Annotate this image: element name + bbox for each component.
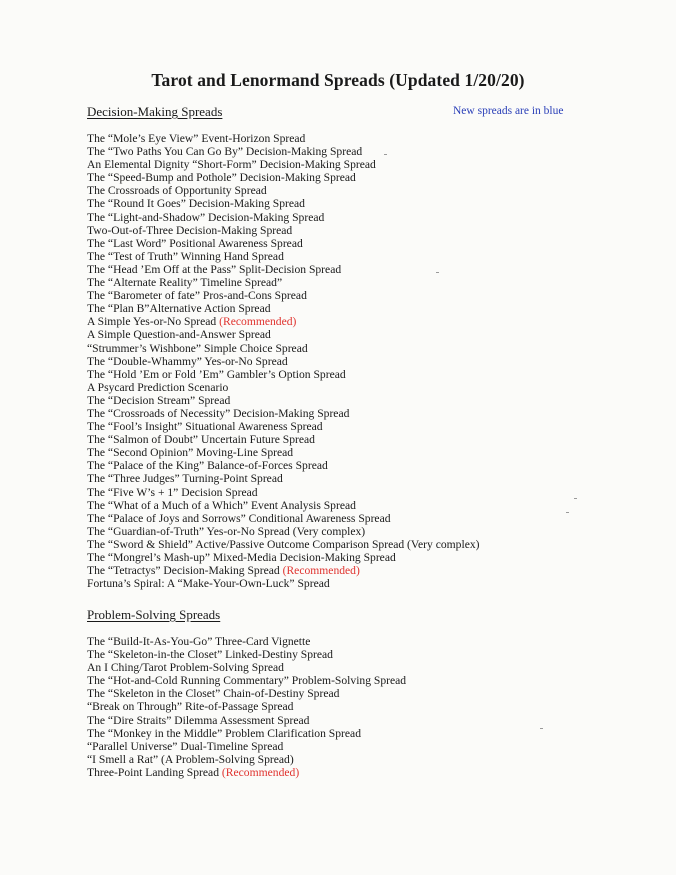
spread-title: The “Double-Whammy” Yes-or-No Spread — [87, 354, 288, 368]
scan-speck — [566, 512, 569, 513]
spread-title: The “Mongrel’s Mash-up” Mixed-Media Decision-Making Spread — [87, 551, 396, 564]
spread-title: The “Three Judges” Turning-Point Spread — [87, 472, 283, 486]
spread-title: The “Light-and-Shadow” Decision-Making Spread — [87, 210, 325, 224]
spread-list-item — [87, 315, 480, 328]
spread-title: The “Fool’s Insight” Situational Awareness Spread — [87, 420, 323, 434]
spread-list-item — [87, 661, 406, 674]
spread-title: The “Mole’s Eye View” Event-Horizon Spread — [87, 132, 306, 145]
spread-title: The “Skeleton-in-the Closet” Linked-Destiny Spread — [87, 648, 333, 662]
spread-title: The “Round It Goes” Decision-Making Spread — [87, 197, 305, 211]
spread-title: The “Speed-Bump and Pothole” Decision-Making Spread — [87, 171, 356, 185]
spread-list-item — [87, 368, 480, 381]
spread-list-item — [87, 250, 480, 263]
scan-speck — [436, 272, 439, 273]
spread-list-item — [87, 171, 480, 184]
problem-solving-list — [87, 635, 406, 779]
spread-title: The “Dire Straits” Dilemma Assessment Spread — [87, 713, 310, 727]
spread-title: Two-Out-of-Three Decision-Making Spread — [87, 223, 293, 237]
spread-title: The “Guardian-of-Truth” Yes-or-No Spread (Very complex) — [87, 524, 366, 538]
section-heading-decision-making: Decision-Making Spreads — [87, 104, 223, 119]
spread-list-item — [87, 132, 480, 145]
spread-list-item — [87, 446, 480, 459]
spread-title: “Parallel Universe” Dual-Timeline Spread — [87, 739, 284, 753]
spread-list-item — [87, 394, 480, 407]
spread-title: The “Tetractys” Decision-Making Spread — [87, 564, 280, 578]
spread-title: The “Hot-and-Cold Running Commentary” Problem-Solving Spread — [87, 674, 407, 688]
spread-title: “Break on Through” Rite-of-Passage Spread — [87, 700, 294, 714]
spread-title: The “Second Opinion” Moving-Line Spread — [87, 446, 294, 460]
spread-list-item — [87, 714, 406, 727]
spread-list-item — [87, 740, 406, 753]
spread-list-item — [87, 564, 480, 577]
spread-title: The “Skeleton in the Closet” Chain-of-Destiny Spread — [87, 687, 340, 701]
section-heading-problem-solving: Problem-Solving Spreads — [87, 607, 221, 622]
spread-list-item — [87, 635, 406, 648]
recommended-tag: (Recommended) — [282, 564, 360, 578]
spread-title: The “Salmon of Doubt” Uncertain Future Spread — [87, 433, 315, 447]
spread-list-item — [87, 407, 480, 420]
spread-list-item — [87, 184, 480, 197]
spread-list-item — [87, 512, 480, 525]
spread-list-item — [87, 459, 480, 472]
spread-list-item — [87, 342, 480, 355]
spread-title: The “Palace of the King” Balance-of-Forces Spread — [87, 459, 328, 473]
spread-title: The “What of a Much of a Which” Event Analysis Spread — [87, 498, 356, 512]
spread-list-item — [87, 237, 480, 250]
spread-title: A Simple Yes-or-No Spread — [87, 315, 217, 329]
spread-title: The “Last Word” Positional Awareness Spread — [87, 236, 303, 250]
page-title: Tarot and Lenormand Spreads (Updated 1/20/20) — [151, 70, 525, 90]
spread-list-item — [87, 700, 406, 713]
spread-list-item — [87, 289, 480, 302]
spread-list-item — [87, 355, 480, 368]
spread-title: The “Two Paths You Can Go By” Decision-Making Spread — [87, 145, 363, 159]
spread-list-item — [87, 766, 406, 779]
spread-list-item — [87, 538, 480, 551]
spread-list-item — [87, 577, 480, 590]
spread-list-item — [87, 727, 406, 740]
spread-list-item — [87, 381, 480, 394]
recommended-tag: (Recommended) — [221, 765, 300, 779]
spread-title: The “Palace of Joys and Sorrows” Conditional Awareness Spread — [87, 511, 391, 525]
spread-title: A Simple Question-and-Answer Spread — [87, 328, 271, 342]
spread-title: An I Ching/Tarot Problem-Solving Spread — [87, 661, 284, 675]
spread-list-item — [87, 211, 480, 224]
spread-list-item — [87, 499, 480, 512]
spread-title: A Psycard Prediction Scenario — [87, 380, 229, 394]
spread-title: The “Head ’Em Off at the Pass” Split-Decision Spread — [87, 262, 342, 276]
spread-list-item — [87, 753, 406, 766]
spread-list-item — [87, 472, 480, 485]
spread-list-item — [87, 263, 480, 276]
spread-list-item — [87, 433, 480, 446]
new-spreads-note: New spreads are in blue — [453, 105, 564, 117]
spread-title: The Crossroads of Opportunity Spread — [87, 184, 267, 198]
spread-title: The “Alternate Reality” Timeline Spread” — [87, 276, 283, 290]
spread-title: The “Barometer of fate” Pros-and-Cons Spread — [87, 289, 307, 303]
spread-title: The “Monkey in the Middle” Problem Clarification Spread — [87, 726, 361, 740]
spread-title: “Strummer’s Wishbone” Simple Choice Spread — [87, 341, 308, 355]
spread-list-item — [87, 648, 406, 661]
spread-list-item — [87, 420, 480, 433]
spread-title: The “Hold ’Em or Fold ’Em” Gambler’s Option Spread — [87, 367, 346, 381]
spread-list-item — [87, 276, 480, 289]
spread-list-item — [87, 158, 480, 171]
spread-title: The “Sword & Shield” Active/Passive Outcome Comparison Spread (Very complex) — [87, 537, 480, 551]
spread-title: The “Five W’s + 1” Decision Spread — [87, 485, 258, 499]
spread-title: The “Decision Stream” Spread — [87, 393, 231, 407]
spread-list-item — [87, 328, 480, 341]
spread-list-item — [87, 145, 480, 158]
spread-title: Three-Point Landing Spread — [87, 765, 220, 779]
scan-speck — [540, 728, 543, 729]
spread-list-item — [87, 197, 480, 210]
spread-list-item — [87, 525, 480, 538]
spread-title: The “Crossroads of Necessity” Decision-Making Spread — [87, 406, 350, 420]
recommended-tag: (Recommended) — [219, 315, 297, 329]
spread-list-item — [87, 224, 480, 237]
spread-list-item — [87, 302, 480, 315]
spread-title: The “Build-It-As-You-Go” Three-Card Vignette — [87, 635, 311, 648]
spread-list-item — [87, 674, 406, 687]
spread-title: The “Test of Truth” Winning Hand Spread — [87, 249, 284, 263]
spread-title: An Elemental Dignity “Short-Form” Decision-Making Spread — [87, 158, 376, 172]
spread-title: Fortuna’s Spiral: A “Make-Your-Own-Luck” Spread — [87, 577, 330, 591]
scan-speck — [574, 498, 577, 499]
scan-speck — [384, 154, 387, 155]
spread-title: The “Plan B”Alternative Action Spread — [87, 302, 271, 316]
decision-making-list — [87, 132, 480, 590]
spread-list-item — [87, 687, 406, 700]
spread-title: “I Smell a Rat” (A Problem-Solving Spread) — [87, 752, 294, 766]
spread-list-item — [87, 486, 480, 499]
spread-list-item — [87, 551, 480, 564]
